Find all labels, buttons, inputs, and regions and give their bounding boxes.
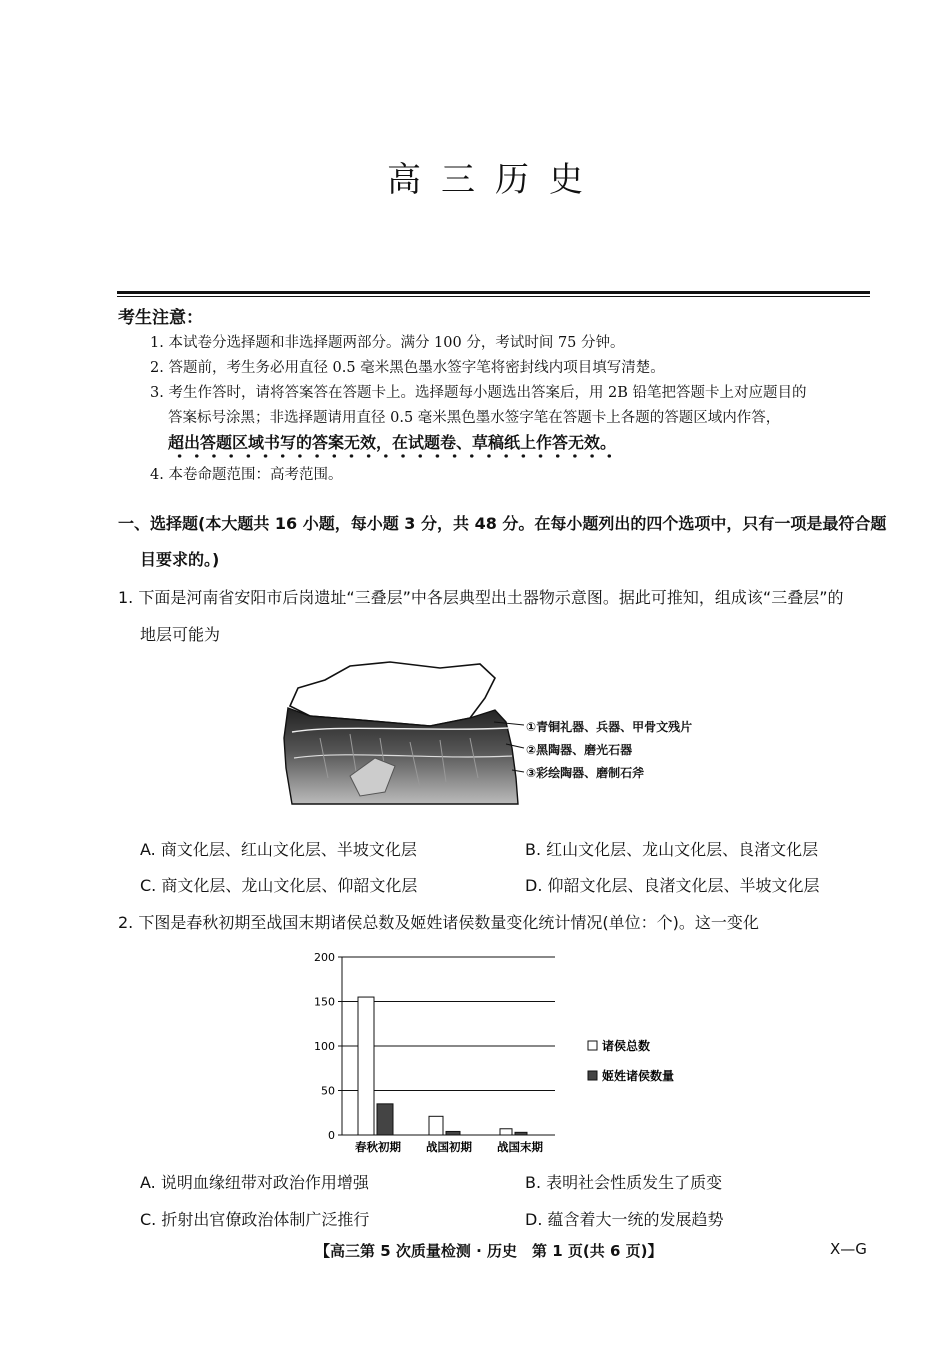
x-tick-label: 战国末期 bbox=[497, 1140, 543, 1154]
q1-option-a[interactable]: A. 商文化层、红山文化层、半坡文化层 bbox=[140, 840, 417, 859]
legend-label: 诸侯总数 bbox=[602, 1039, 651, 1053]
legend-swatch bbox=[588, 1071, 597, 1080]
notice-item-4: 4. 本卷命题范围：高考范围。 bbox=[150, 467, 343, 483]
q1-stem: 1. 下面是河南省安阳市后岗遗址“三叠层”中各层典型出土器物示意图。据此可推知，组成该“三叠层”的 bbox=[118, 588, 844, 607]
legend-swatch bbox=[588, 1041, 597, 1050]
section-heading: 一、选择题(本大题共 16 小题，每小题 3 分，共 48 分。在每小题列出的四个选项中，只有一项是最符合题 bbox=[118, 514, 887, 533]
y-tick-label: 0 bbox=[328, 1129, 335, 1142]
q2-option-c[interactable]: C. 折射出官僚政治体制广泛推行 bbox=[140, 1210, 370, 1229]
y-tick-label: 200 bbox=[314, 951, 335, 964]
bar-ji-0 bbox=[377, 1104, 393, 1135]
layer-label-1: ①青铜礼器、兵器、甲骨文残片 bbox=[526, 720, 693, 734]
notice-item-3-emphasis: 超出答题区域书写的答案无效，在试题卷、草稿纸上作答无效。 bbox=[168, 430, 616, 459]
page-title: 高三历史 bbox=[387, 160, 603, 200]
bar-total-2 bbox=[500, 1129, 512, 1135]
notice-item-2: 2. 答题前，考生务必用直径 0.5 毫米黑色墨水签字笔将密封线内项目填写清楚。 bbox=[150, 360, 665, 376]
q2-option-a[interactable]: A. 说明血缘纽带对政治作用增强 bbox=[140, 1173, 369, 1192]
q1-option-d[interactable]: D. 仰韶文化层、良渚文化层、半坡文化层 bbox=[525, 876, 820, 895]
page-footer: 【高三第 5 次质量检测 · 历史 第 1 页(共 6 页)】 bbox=[315, 1242, 663, 1260]
x-tick-label: 战国初期 bbox=[426, 1140, 472, 1154]
bar-ji-1 bbox=[446, 1131, 460, 1135]
q1-option-c[interactable]: C. 商文化层、龙山文化层、仰韶文化层 bbox=[140, 876, 418, 895]
bar-chart bbox=[300, 945, 720, 1160]
y-tick-label: 50 bbox=[321, 1084, 335, 1098]
q1-option-b[interactable]: B. 红山文化层、龙山文化层、良渚文化层 bbox=[525, 840, 819, 859]
bar-total-1 bbox=[429, 1116, 443, 1135]
q1-stem-cont: 地层可能为 bbox=[140, 625, 221, 644]
q2-option-b[interactable]: B. 表明社会性质发生了质变 bbox=[525, 1173, 723, 1192]
layer-label-3: ③彩绘陶器、磨制石斧 bbox=[526, 766, 645, 780]
paper-code: X—G bbox=[830, 1240, 867, 1258]
header-rule-thick bbox=[117, 291, 870, 294]
notice-heading: 考生注意： bbox=[118, 308, 203, 328]
q2-stem: 2. 下图是春秋初期至战国末期诸侯总数及姬姓诸侯数量变化统计情况(单位：个)。这一变化 bbox=[118, 913, 759, 932]
header-rule-thin bbox=[117, 296, 870, 297]
y-tick-label: 100 bbox=[314, 1040, 335, 1053]
x-tick-label: 春秋初期 bbox=[355, 1140, 401, 1154]
notice-item-1: 1. 本试卷分选择题和非选择题两部分。满分 100 分，考试时间 75 分钟。 bbox=[150, 335, 625, 351]
notice-item-3-cont: 答案标号涂黑；非选择题请用直径 0.5 毫米黑色墨水签字笔在答题卡上各题的答题区域内作答， bbox=[168, 410, 781, 426]
notice-item-3: 3. 考生作答时，请将答案答在答题卡上。选择题每小题选出答案后，用 2B 铅笔把答题卡上对应题目的 bbox=[150, 385, 807, 401]
legend-label: 姬姓诸侯数量 bbox=[602, 1069, 675, 1083]
section-heading-cont: 目要求的。) bbox=[140, 550, 220, 569]
bar-total-0 bbox=[358, 997, 374, 1135]
q2-option-d[interactable]: D. 蕴含着大一统的发展趋势 bbox=[525, 1210, 724, 1229]
bar-ji-2 bbox=[515, 1132, 527, 1135]
layer-label-2: ②黑陶器、磨光石器 bbox=[526, 743, 633, 757]
y-tick-label: 150 bbox=[314, 995, 335, 1009]
